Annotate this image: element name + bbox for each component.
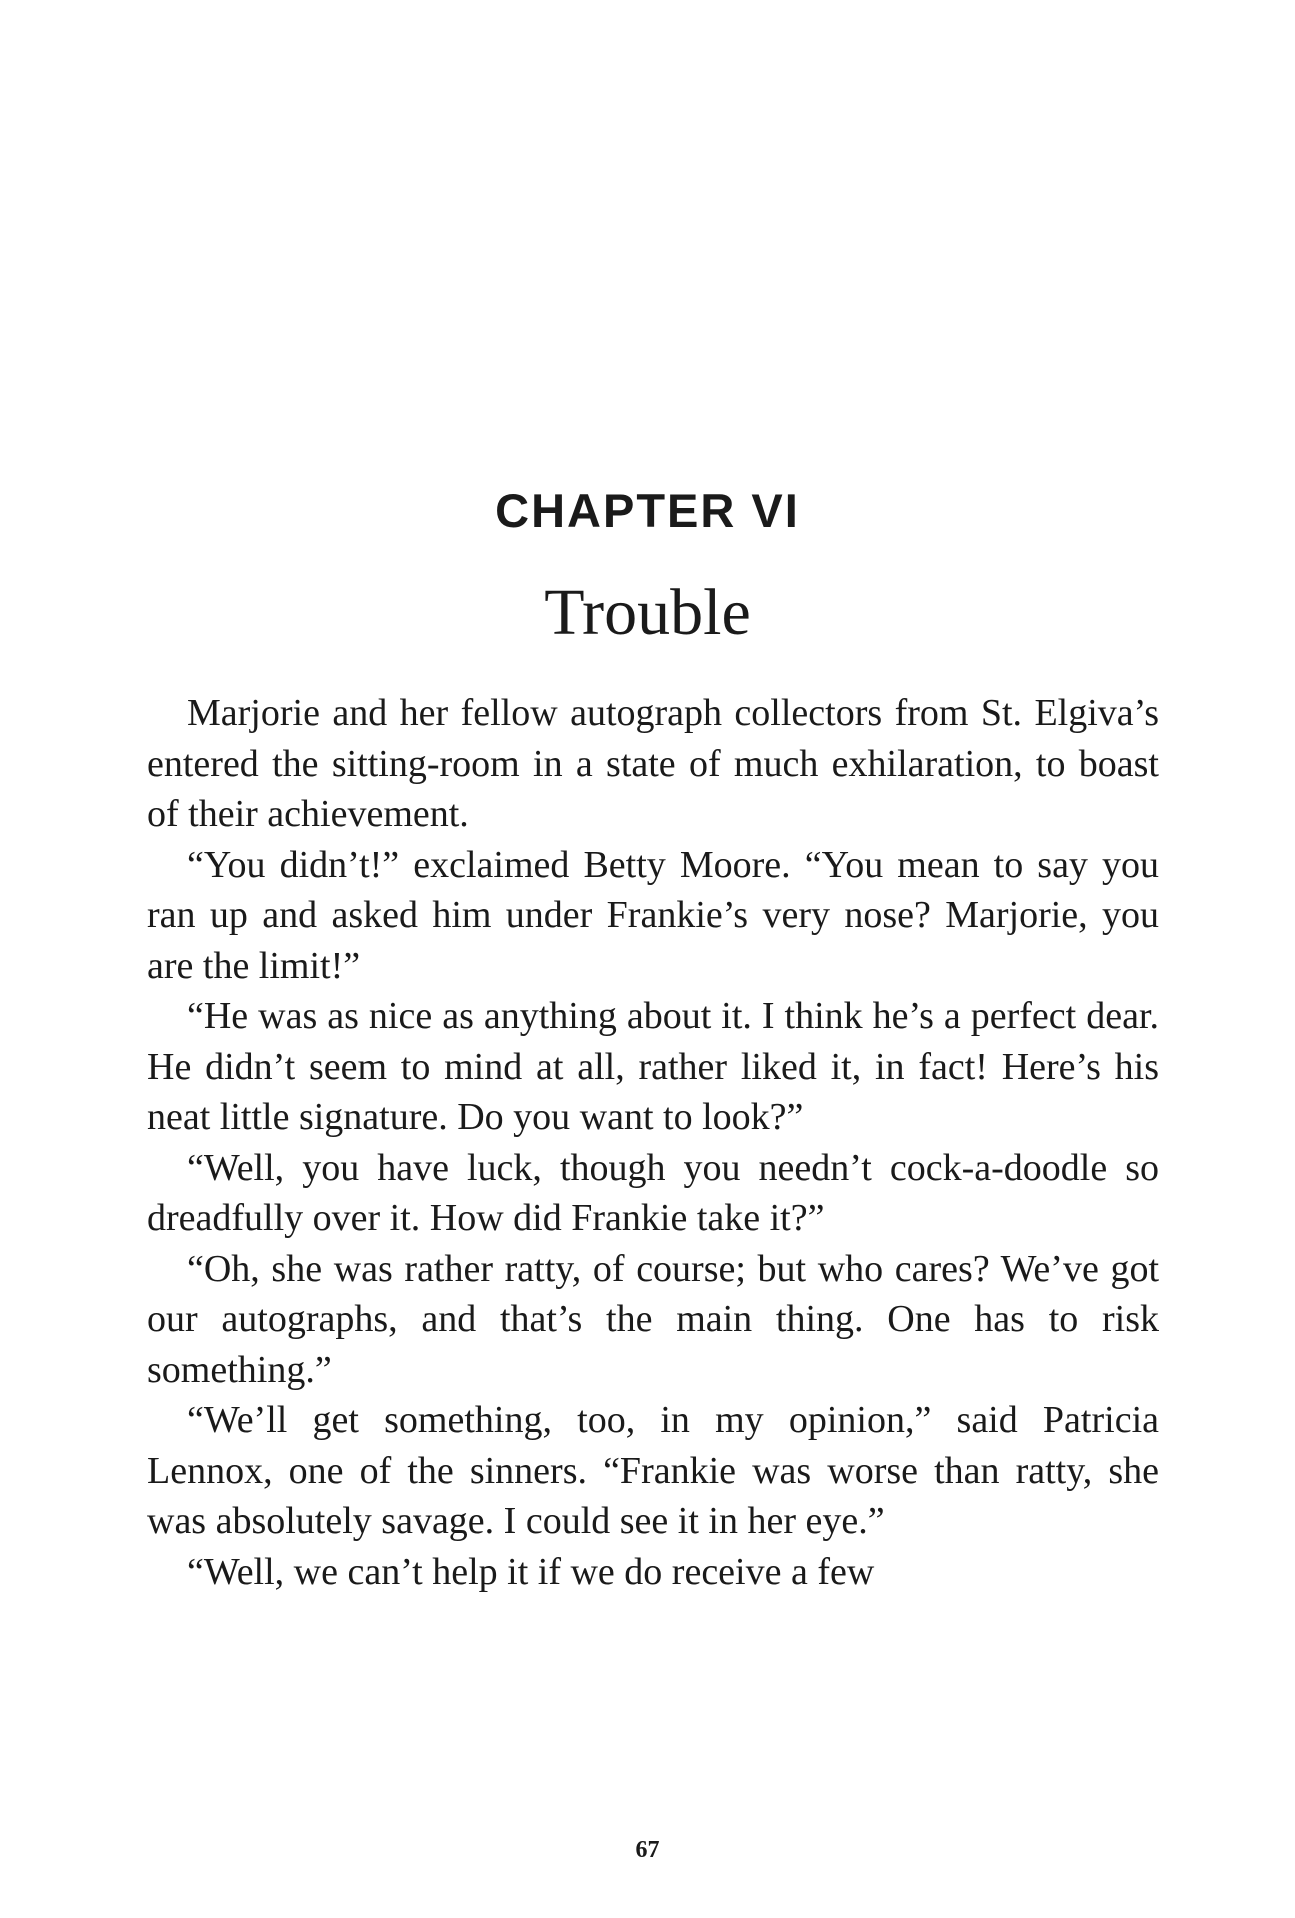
chapter-number: CHAPTER VI bbox=[495, 484, 800, 537]
paragraph: “Oh, she was rather ratty, of course; but who cares? We’ve got our autographs, and that’s the main thing. One has to risk something.” bbox=[147, 1247, 1159, 1391]
paragraph: “You didn’t!” exclaimed Betty Moore. “You mean to say you ran up and asked him under Frankie’s very nose? Marjorie, you are the limit!” bbox=[147, 843, 1159, 987]
page-number: 67 bbox=[635, 1837, 660, 1863]
paragraph: “He was as nice as anything about it. I think he’s a perfect dear. He didn’t seem to mind at all, rather liked it, in fact! Here’s his neat little signature. Do you want to look?” bbox=[147, 995, 1159, 1138]
paragraph: “Well, we can’t help it if we do receive a few bbox=[187, 1550, 875, 1593]
paragraph: “Well, you have luck, though you needn’t cock-a-doodle so dreadfully over it. How did Frankie take it?” bbox=[147, 1146, 1159, 1239]
chapter-title: Trouble bbox=[544, 576, 751, 649]
body-text bbox=[147, 688, 1159, 1597]
paragraph: “We’ll get something, too, in my opinion,” said Patricia Lennox, one of the sinners. “Frankie was worse than ratty, she was absolutely savage. I could see it in her eye.” bbox=[147, 1399, 1159, 1542]
paragraph: Marjorie and her fellow autograph collectors from St. Elgiva’s entered the sitting-room in a state of much exhilaration, to boast of their achievement. bbox=[147, 692, 1159, 835]
